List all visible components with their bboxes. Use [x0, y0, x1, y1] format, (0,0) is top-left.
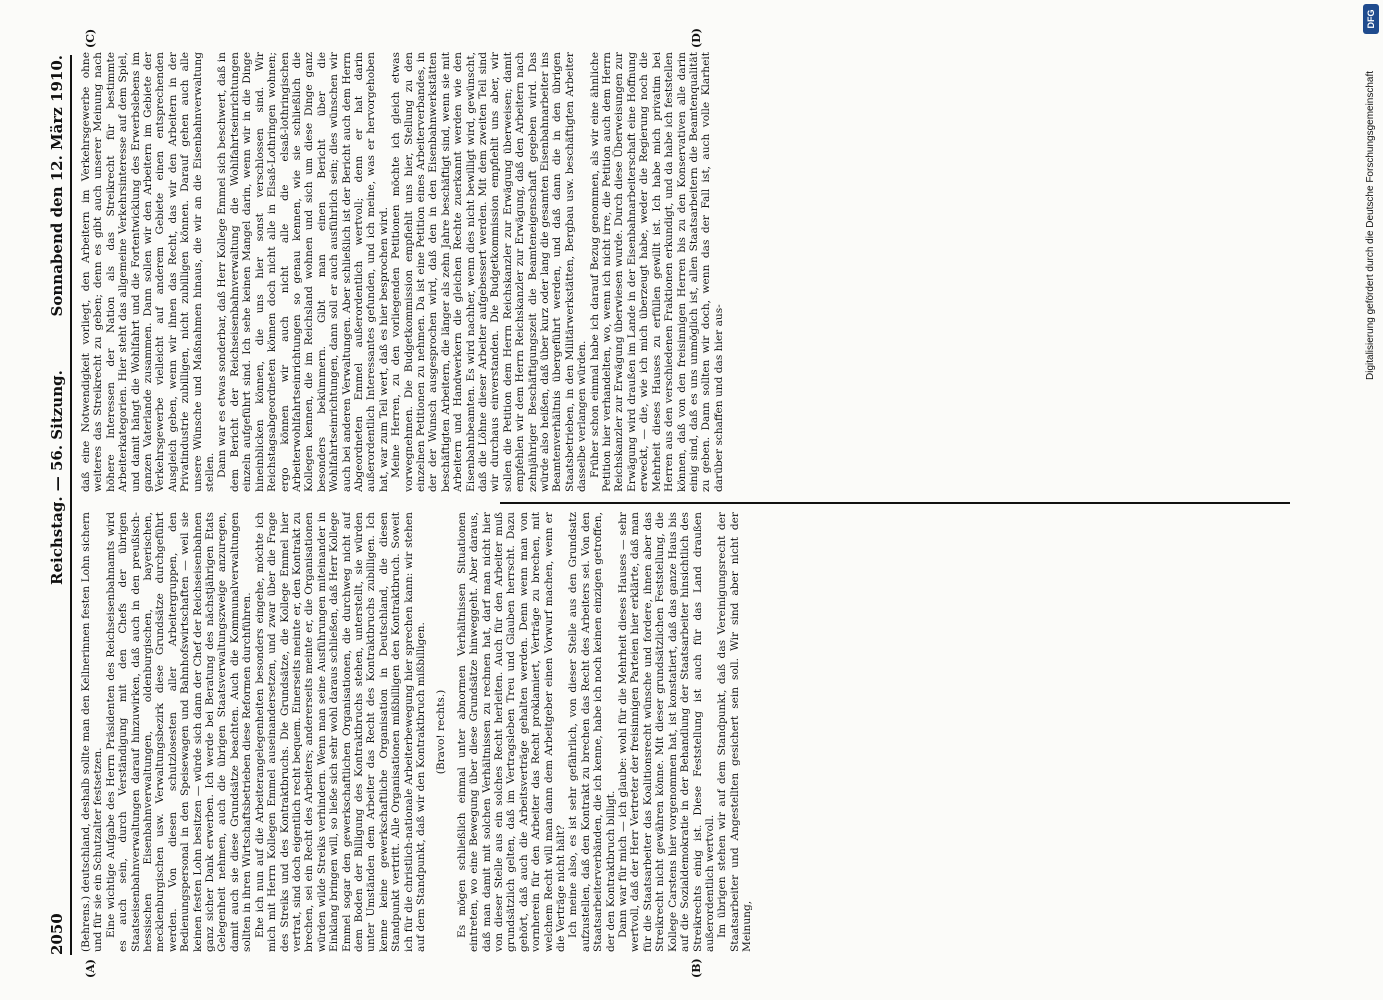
page-number: 2050 [48, 913, 66, 955]
session-title: Reichstag. — 56. Sitzung. [48, 370, 66, 585]
margin-marker-d: (D) [690, 28, 703, 48]
paragraph: Ehe ich nun auf die Arbeiterangelegenheiten besonders eingehe, möchte ich mich mit Herrn Kollegen Emmel auseinandersetzen, und zwar über die Frage des Streiks und des Kontraktbruchs. Die Grundsätze, die Kollege Emmel hier vertrat, sind doch eigentlich recht bequem. Einerseits meinte er, den Kontrakt zu brechen, sei ein Recht des Arbeiters; andererseits meinte er, die Organisationen würden wilde Streiks verhindern. Wenn man seine Ausführungen miteinander in Einklang bringen will, so ließe sich sehr wohl daraus schließen, daß Herr Kollege Emmel sogar den gewerkschaftlichen Organisationen, die durchweg nicht auf dem Boden der Billigung des Kontraktbruchs stehen, unterstellt, sie würden unter Umständen dem Arbeiter das Recht des Kontraktbruchs zubilligen. Ich kenne keine gewerkschaftliche Organisation in Deutschland, die diesen Standpunkt vertritt. Alle Organisationen mißbilligen den Kontraktbruch. Soweit ich für die christlich-nationale Arbeiterbewegung hier sprechen kann: wir stehen auf dem Standpunkt, daß wir den Kontraktbruch mißbilligen. [253, 512, 427, 952]
paragraph: Im übrigen stehen wir auf dem Standpunkt, daß das Vereinigungsrecht der Staatsarbeiter und Angestellten gesichert sein soll. Wir sind aber nicht der Meinung, [716, 512, 754, 952]
paragraph: daß eine Notwendigkeit vorliegt, den Arbeitern im Verkehrsgewerbe ohne weiteres das Streikrecht zu geben; denn es gibt auch unserer Meinung nach höhere Interessen der Nation als das Streikrecht für bestimmte Arbeiterkategorien. Hier steht das allgemeine Verkehrsinteresse auf dem Spiel, und damit hängt die Wohlfahrt und die Fortentwicklung des Erwerbslebens im ganzen Vaterlande zusammen. Dann sollen wir den Arbeitern im Gebiete der Verkehrsgewerbe vielleicht auf anderem Gebiete einen entsprechenden Ausgleich geben, wenn wir ihnen das Recht, das wir den Arbeitern in der Privatindustrie zubilligen, nicht zubilligen können. Darauf gehen auch alle unsere Wünsche und Maßnahmen hinaus, die wir an die Eisenbahnverwaltung stellen. [80, 52, 217, 492]
paragraph: Dann war für mich — ich glaube: wohl für die Mehrheit dieses Hauses — sehr wertvoll, daß der Herr Vertreter der freisinnigen Parteien hier erklärte, daß man für die Staatsarbeiter das Koalitionsrecht wünsche und fordere, ihnen aber das Streikrecht nicht gewähren könne. Mit dieser grundsätzlichen Feststellung, die Kollege Carstens hier vorgenommen hat, ist konstatiert, daß das ganze Haus bis auf die Sozialdemokratie in der Behandlung der Staatsarbeiter hinsichtlich des Streikrechts einig ist. Diese Feststellung ist auch für das Land draußen außerordentlich wertvoll. [617, 512, 716, 952]
left-column [80, 512, 1292, 952]
margin-marker-c: (C) [84, 28, 97, 48]
session-date: Sonnabend den 12. März 1910. [48, 55, 66, 317]
paragraph: Es mögen schließlich einmal unter abnormen Verhältnissen Situationen eintreten, wo eine Bewegung über diese Grundsätze hinweggeht. Aber daraus, daß man damit mit solchen Verhältnissen zu rechnen hat, darf man nicht hier von dieser Stelle aus ein solches Recht herleiten. Auch für den Arbeiter muß grundsätzlich gelten, daß im Vertragsleben Treu und Glauben herrscht. Dazu gehört, daß auch die Arbeitsverträge gehalten werden. Denn wenn man von vornherein für den Arbeiter das Recht proklamiert, Verträge zu brechen, mit welchem Recht will man dann dem Arbeitgeber einen Vorwurf machen, wenn er die Verträge nicht hält? [455, 512, 568, 952]
interjection: (Bravo! rechts.) [435, 689, 448, 775]
column-divider [500, 502, 1290, 504]
paragraph: Dann war es etwas sonderbar, daß Herr Kollege Emmel sich beschwert, daß in dem Bericht der Reichseisenbahnverwaltung die Wohlfahrtseinrichtungen einzeln aufgeführt sind. Ich sehe keinen Mangel darin, wenn wir in die Dinge hineinblicken können, die uns hier sonst verschlossen sind. Wir Reichstagsabgeordneten können doch nicht alle in Elsaß-Lothringen wohnen; ergo können wir auch nicht alle die elsaß-lothringischen Arbeiterwohlfahrtseinrichtungen so genau kennen, wie sie schließlich die Kollegen kennen, die im Reichsland wohnen und sich um diese Dinge ganz besonders bekümmern. Gibt man einen Bericht über die Wohlfahrtseinrichtungen, dann soll er auch ausführlich sein; dies wünschen wir auch bei anderen Verwaltungen. Aber schließlich ist der Bericht auch dem Herrn Abgeordneten Emmel außerordentlich wertvoll; denn er hat darin außerordentlich Interessantes gefunden, und ich meine, was er hervorgehoben hat, war zum Teil wert, daß es hier besprochen wird. [216, 52, 390, 492]
paragraph: Ich meine also, es ist sehr gefährlich, von dieser Stelle aus den Grundsatz aufzustellen, daß den Kontrakt zu brechen das Recht des Arbeiters sei. Von den Staatsarbeiterverbänden, die ich kenne, habe ich noch keinen einzigen getroffen, der den Kontraktbruch billigt. [567, 512, 617, 952]
dfg-logo: DFG [1363, 4, 1379, 34]
paragraph: Eine wichtige Aufgabe des Herrn Präsidenten des Reichseisenbahnamts wird es auch sein, durch Verständigung mit den Chefs der übrigen Staatseisenbahnverwaltungen darauf hinzuwirken, daß auch in den preußisch-hessischen Eisenbahnverwaltungen, oldenburgischen, bayerischen, mecklenburgischen usw. Verwaltungsbezirk diese Grundsätze durchgeführt werden. Von diesen schutzlosesten aller Arbeitergruppen, den Bedienungspersonal in den Speisewagen und Bahnhofswirtschaften — weil sie keinen festen Lohn besitzen — würde sich dann der Chef der Reichseisenbahnen ganz sicher Dank erwerben. Ich werde bei Beratung des nächstjährigen Etats Gelegenheit nehmen, auch die übrigen Staatsverwaltungszweige anzuregen, damit auch sie diese Grundsätze beachten. Auch die Kommunalverwaltungen sollten in ihren Wirtschaftsbetrieben diese Reformen durchführen. [104, 512, 254, 952]
digitization-credit: Digitalisierung gefördert durch die Deutsche Forschungsgemeinschaft [1365, 70, 1376, 380]
paragraph: Früher schon einmal habe ich darauf Bezug genommen, als wir eine ähnliche Petition hier verhandelten, wo, wenn ich nicht irre, die Petition auch dem Herrn Reichskanzler zur Erwägung überwiesen wurde. Durch diese Überweisungen zur Erwägung wird draußen im Lande in der Eisenbahnarbeiterschaft eine Hoffnung erweckt, — die, wie ich mich überzeugt habe, weder die Regierung noch die Mehrheit dieses Hauses zu erfüllen gewillt ist. Ich habe mich privatim bei Herren aus den verschiedenen Fraktionen erkundigt, und da habe ich feststellen können, daß von den freisinnigen Herren bis zu den Konservativen alle darin einig sind, daß es uns unmöglich ist, allen Staatsarbeitern die Beamtenqualität zu geben. Dann sollten wir doch, wenn das der Fall ist, auch volle Klarheit darüber schaffen und das hier aus- [588, 52, 725, 492]
right-column [80, 52, 1292, 492]
page-header [48, 55, 72, 955]
paragraph: Meine Herren, zu den vorliegenden Petitionen möchte ich gleich etwas vorwegnehmen. Die Budgetkommission empfiehlt uns hier, Stellung zu den einzelnen Petitionen zu nehmen. Da ist eine Petition eines Arbeiterverbandes, in der der Wunsch ausgesprochen wird, daß den in den Eisenbahnwerkstätten beschäftigten Arbeitern, die länger als zehn Jahre beschäftigt sind, wenn sie mit Arbeitern und Handwerkern die gleichen Rechte zuerkannt werden wie den Eisenbahnbeamten. Es wird nachher, wenn dies nicht bewilligt wird, gewünscht, daß die Löhne dieser Arbeiter aufgebessert werden. Mit dem zweiten Teil sind wir durchaus einverstanden. Die Budgetkommission empfiehlt uns aber, wir sollen die Petition dem Herrn Reichskanzler zur Erwägung überweisen; damit empfehlen wir dem Herrn Reichskanzler zur Erwägung, daß den Arbeitern nach zehnjähriger Beschäftigungszeit die Beamteneigenschaft gegeben wird. Das würde also heißen, daß über kurz oder lang die gesamten Eisenbahnarbeiter ins Beamtenverhältnis übergeführt werden, und daß dann die in den übrigen Staatsbetrieben, in den Militärwerkstätten, Bergbau usw. beschäftigten Arbeiter dasselbe verlangen würden. [390, 52, 589, 492]
margin-marker-b: (B) [690, 958, 703, 978]
page-footer [1363, 9, 1383, 980]
margin-marker-a: (A) [84, 959, 97, 978]
paragraph: (Behrens.) deutschland, deshalb sollte man den Kellnerinnen festen Lohn sichern und für sie ein Schutzalter festsetzen. [80, 512, 105, 952]
